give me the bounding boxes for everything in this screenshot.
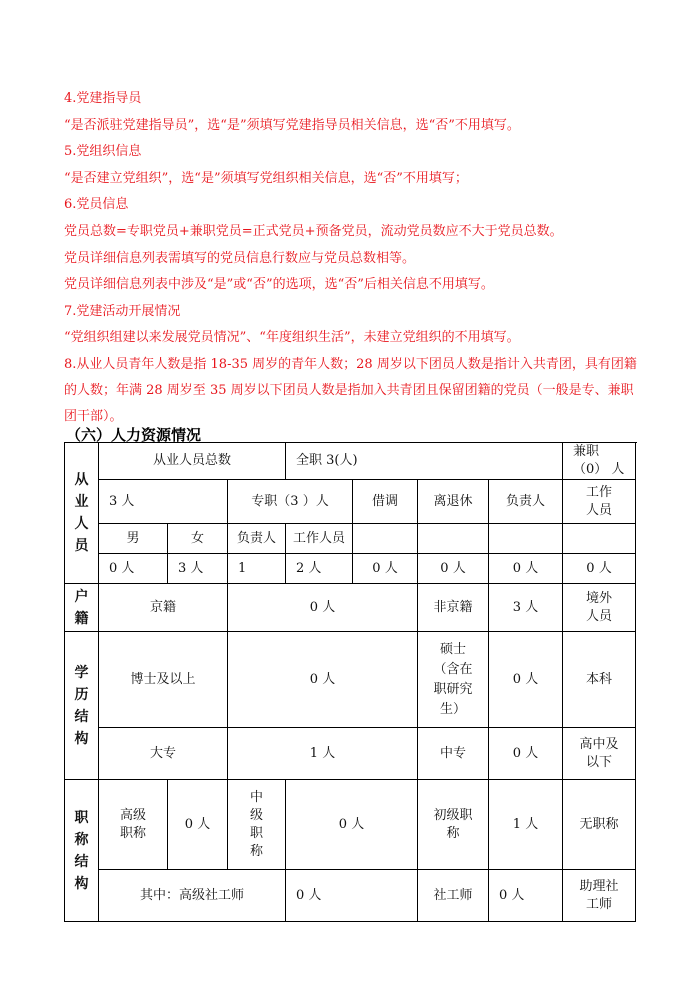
titles-senior-value: 0 人: [168, 780, 228, 870]
note-heading-6: 6.党员信息: [64, 197, 129, 213]
staff-empty-2: [418, 524, 489, 554]
titles-assist-label: 助理社工师: [563, 870, 636, 922]
education-master-value: 0 人: [489, 632, 563, 728]
titles-group-label: 职称结构: [65, 780, 99, 922]
staff-value-fz-worker: 0 人: [563, 554, 636, 584]
note-heading-4: 4.党建指导员: [64, 91, 142, 106]
note-text-6a: 党员总数=专职党员+兼职党员=正式党员+预备党员，流动党员数应不大于党员总数。: [64, 223, 563, 239]
staff-fulltime: 全职 3(人): [286, 443, 563, 480]
staff-value-retired: 0 人: [418, 554, 489, 584]
titles-middle-value: 0 人: [286, 780, 418, 870]
titles-junior-value: 1 人: [489, 780, 563, 870]
education-master-label: 硕士（含在职研究生）: [418, 632, 489, 728]
staff-empty-4: [563, 524, 636, 554]
staff-parttime: 兼职（0） 人: [563, 443, 636, 480]
titles-social-label: 社工师: [418, 870, 489, 922]
staff-manager: 负责人: [489, 480, 563, 524]
note-heading-7: 7.党建活动开展情况: [64, 303, 181, 319]
titles-social-senior-value: 0 人: [286, 870, 418, 922]
huji-jing-label: 京籍: [99, 584, 228, 632]
titles-none-label: 无职称: [563, 780, 636, 870]
staff-zz-worker: 工作人员: [286, 524, 353, 554]
education-phd-value: 0 人: [228, 632, 418, 728]
education-high-label: 高中及以下: [563, 728, 636, 780]
staff-value-worker: 2 人: [286, 554, 353, 584]
huji-feijing-value: 3 人: [489, 584, 563, 632]
section-title: （六）人力资源情况: [66, 426, 202, 444]
note-text-4: “是否派驻党建指导员”，选“是”须填写党建指导员相关信息，选“否”不用填写。: [64, 117, 520, 133]
education-secondary-value: 0 人: [489, 728, 563, 780]
staff-jiediao: 借调: [353, 480, 418, 524]
titles-social-value: 0 人: [489, 870, 563, 922]
staff-total-value: 3 人: [99, 480, 228, 524]
huji-jingwai-label: 境外人员: [563, 584, 636, 632]
staff-worker: 工作人员: [563, 480, 636, 524]
note-text-6b: 党员详细信息列表需填写的党员信息行数应与党员总数相等。: [64, 250, 416, 266]
staff-zz-manager: 负责人: [228, 524, 286, 554]
hr-table: [64, 442, 636, 922]
education-college-label: 大专: [99, 728, 228, 780]
staff-total-label: 从业人员总数: [99, 443, 286, 480]
note-text-7: “党组织组建以来发展党员情况”、“年度组织生活”，未建立党组织的不用填写。: [64, 330, 520, 346]
staff-value-male: 0 人: [99, 554, 168, 584]
titles-middle-label: 中级职称: [228, 780, 286, 870]
huji-group-label: 户籍: [65, 584, 99, 632]
staff-female: 女: [168, 524, 228, 554]
note-text-6c: 党员详细信息列表中涉及“是”或“否”的选项，选“否”后相关信息不用填写。: [64, 277, 494, 293]
staff-retired: 离退休: [418, 480, 489, 524]
staff-value-fz-manager: 0 人: [489, 554, 563, 584]
titles-senior-label: 高级职称: [99, 780, 168, 870]
staff-empty-1: [353, 524, 418, 554]
staff-value-jiediao: 0 人: [353, 554, 418, 584]
education-group-label: 学历结构: [65, 632, 99, 780]
education-phd-label: 博士及以上: [99, 632, 228, 728]
education-college-value: 1 人: [228, 728, 418, 780]
staff-value-female: 3 人: [168, 554, 228, 584]
education-secondary-label: 中专: [418, 728, 489, 780]
note-text-8: 8.从业人员青年人数是指 18-35 周岁的青年人数；28 周岁以下团员人数是指计入共青团，具有团籍的人数；年满 28 周岁至 35 周岁以下团员人数是指加入共青团且保留团籍的党员（一般是专、兼职团干部）。: [64, 356, 637, 424]
titles-junior-label: 初级职称: [418, 780, 489, 870]
staff-empty-3: [489, 524, 563, 554]
education-bachelor-label: 本科: [563, 632, 636, 728]
note-text-5: “是否建立党组织”，选“是”须填写党组织相关信息，选“否”不用填写；: [64, 170, 468, 186]
notes-section: [64, 90, 644, 440]
huji-feijing-label: 非京籍: [418, 584, 489, 632]
staff-zhuanzhi: 专职（3 ）人: [228, 480, 353, 524]
staff-male: 男: [99, 524, 168, 554]
huji-jing-value: 0 人: [228, 584, 418, 632]
staff-group-label: 从业人员: [65, 443, 99, 584]
titles-social-senior-label: 其中：高级社工师: [99, 870, 286, 922]
staff-value-manager: 1: [228, 554, 286, 584]
note-heading-5: 5.党组织信息: [64, 144, 142, 160]
